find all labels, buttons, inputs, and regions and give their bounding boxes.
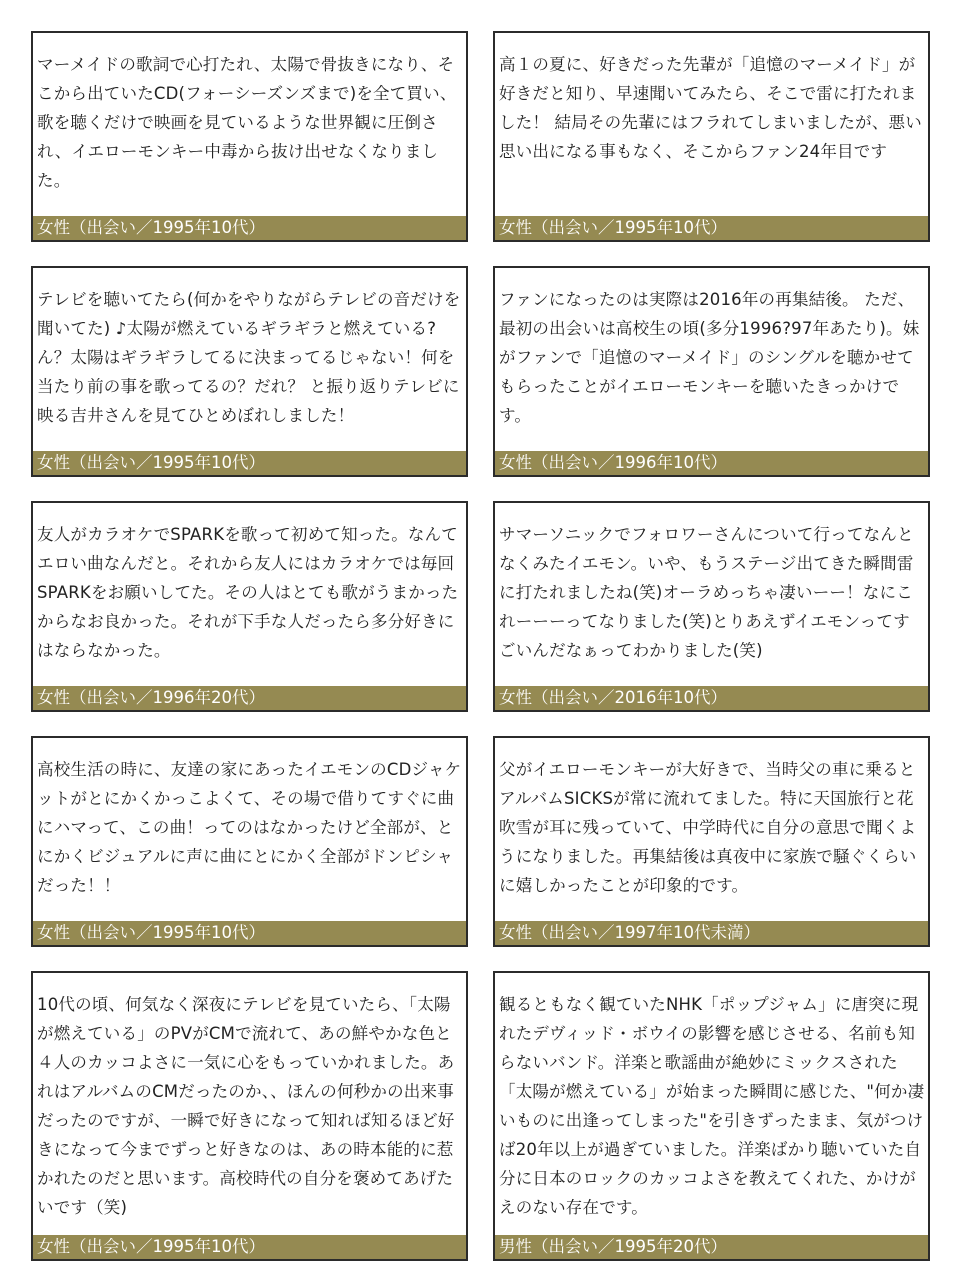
comment-text: 高１の夏に、好きだった先輩が「追憶のマーメイド」が好きだと知り、早速聞いてみたら、そこで雷に打たれました！ 結局その先輩にはフラれてしまいましたが、悪い思い出になる事もなく、そこからファン24年目です: [499, 55, 922, 161]
comment-meta: 女性（出会い／2016年10代）: [495, 686, 928, 710]
comment-meta: 女性（出会い／1995年10代）: [33, 921, 466, 945]
comment-meta: 女性（出会い／1996年20代）: [33, 686, 466, 710]
comment-meta: 女性（出会い／1995年10代）: [495, 216, 928, 240]
comment-meta: 女性（出会い／1997年10代未満）: [495, 921, 928, 945]
comment-meta: 女性（出会い／1995年10代）: [33, 1235, 466, 1259]
comment-text: マーメイドの歌詞で心打たれ、太陽で骨抜きになり、そこから出ていたCD(フォーシーズンズまで)を全て買い、歌を聴くだけで映画を見ているような世界観に圧倒され、イエローモンキー中毒から抜け出せなくなりました。: [37, 55, 457, 190]
comment-card: [493, 736, 930, 947]
comment-card: [493, 971, 930, 1261]
comment-meta: 女性（出会い／1995年10代）: [33, 451, 466, 475]
comment-card: [493, 266, 930, 477]
comment-card: [31, 971, 468, 1261]
comments-grid: [31, 31, 931, 1261]
comment-card: [493, 31, 930, 242]
comment-text: 高校生活の時に、友達の家にあったイエモンのCDジャケットがとにかくかっこよくて、その場で借りてすぐに曲にハマって、この曲！ってのはなかったけど全部が、とにかくビジュアルに声に曲にとにかく全部がドンピシャだった！！: [37, 760, 462, 895]
comment-text: 観るともなく観ていたNHK「ポップジャム」に唐突に現れたデヴィッド・ボウイの影響を感じさせる、名前も知らないバンド。洋楽と歌謡曲が絶妙にミックスされた「太陽が燃えている」が始まった瞬間に感じた、"何か凄いものに出逢ってしまった"を引きずったまま、気がつけば20年以上が過ぎていました。洋楽ばかり聴いていた自分に日本のロックのカッコよさを教えてくれた、かけがえのない存在です。: [499, 995, 925, 1217]
comment-card: [31, 736, 468, 947]
comment-meta: 女性（出会い／1996年10代）: [495, 451, 928, 475]
comment-card: [31, 501, 468, 712]
comment-text: 父がイエローモンキーが大好きで、当時父の車に乗るとアルバムSICKSが常に流れてました。特に天国旅行と花吹雪が耳に残っていて、中学時代に自分の意思で聞くようになりました。再集結後は真夜中に家族で騒ぐくらいに嬉しかったことが印象的です。: [499, 760, 917, 895]
comment-text: 10代の頃、何気なく深夜にテレビを見ていたら、「太陽が燃えている」のPVがCMで流れて、あの鮮やかな色と４人のカッコよさに一気に心をもっていかれました。あれはアルバムのCMだったのか、、ほんの何秒かの出来事だったのですが、一瞬で好きになって知れば知るほど好きになって今までずっと好きなのは、あの時本能的に惹かれたのだと思います。高校時代の自分を褒めてあげたいです（笑): [37, 995, 455, 1217]
comment-text: サマーソニックでフォロワーさんについて行ってなんとなくみたイエモン。いや、もうステージ出てきた瞬間雷に打たれましたね(笑)オーラめっちゃ凄いーー！なにこれーーーってなりました(笑)とりあえずイエモンってすごいんだなぁってわかりました(笑): [499, 525, 914, 660]
comment-card: [31, 31, 468, 242]
comment-meta: 男性（出会い／1995年20代）: [495, 1235, 928, 1259]
comment-text: ファンになったのは実際は2016年の再集結後。 ただ、最初の出会いは高校生の頃(多分1996?97年あたり)。妹がファンで「追憶のマーメイド」のシングルを聴かせてもらったことがイエローモンキーを聴いたきっかけです。: [499, 290, 920, 425]
comment-meta: 女性（出会い／1995年10代）: [33, 216, 466, 240]
comment-card: [493, 501, 930, 712]
comment-text: テレビを聴いてたら(何かをやりながらテレビの音だけを聞いてた) ♪太陽が燃えているギラギラと燃えている? ん？太陽はギラギラしてるに決まってるじゃない！何を当たり前の事を歌ってるの？だれ？ と振り返りテレビに映る吉井さんを見てひとめぼれしました！: [37, 290, 461, 425]
comment-card: [31, 266, 468, 477]
comment-text: 友人がカラオケでSPARKを歌って初めて知った。なんてエロい曲なんだと。それから友人にはカラオケでは毎回SPARKをお願いしてた。その人はとても歌がうまかったからなお良かった。それが下手な人だったら多分好きにはならなかった。: [37, 525, 459, 660]
